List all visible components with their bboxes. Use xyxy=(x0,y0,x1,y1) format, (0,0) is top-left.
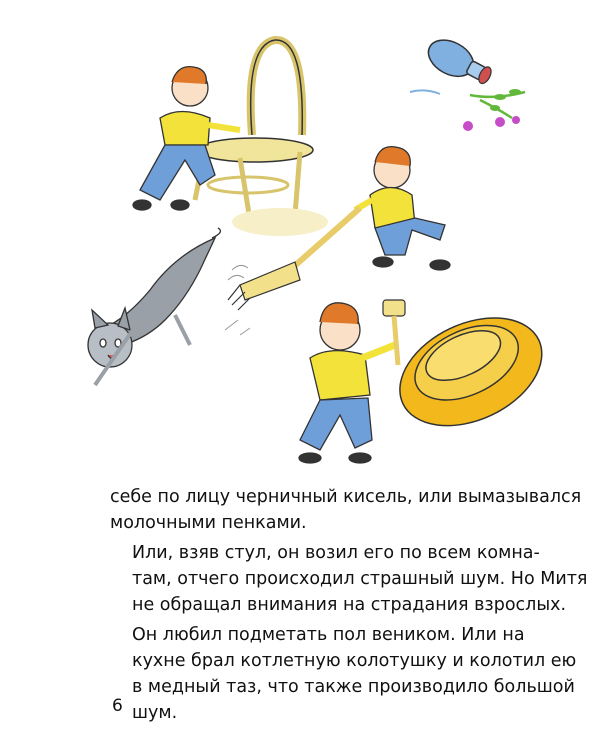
boy-with-broom-figure xyxy=(355,147,450,270)
paragraph xyxy=(110,622,577,726)
text-line: не обращал внимания на страдания взрослых. xyxy=(132,595,567,615)
text-line: шум. xyxy=(132,703,178,723)
boy-with-hammer-figure xyxy=(299,303,395,463)
body-text xyxy=(110,484,588,730)
paragraph xyxy=(110,484,582,536)
text-line: там, отчего происходил страшный шум. Но Митя xyxy=(132,569,588,589)
vase-with-flowers-icon xyxy=(410,33,525,131)
paragraph xyxy=(110,540,588,618)
text-line: молочными пенками. xyxy=(110,513,307,533)
text-line: кухне брал котлетную колотушку и колотил ею xyxy=(132,651,577,671)
mallet-icon xyxy=(383,300,405,365)
cat-icon xyxy=(88,228,220,385)
boy-with-chair-figure xyxy=(133,67,240,210)
text-line: Он любил подметать пол веником. Или на xyxy=(132,625,525,645)
text-line: в медный таз, что также производило большой xyxy=(132,677,575,697)
chair-icon xyxy=(195,40,313,220)
basin-icon xyxy=(383,297,560,447)
text-line: Или, взяв стул, он возил его по всем комна- xyxy=(132,543,540,563)
dust-puff-icon xyxy=(232,208,328,236)
page-number: 6 xyxy=(112,696,123,716)
text-line: себе по лицу черничный кисель, или вымазывался xyxy=(110,487,582,507)
